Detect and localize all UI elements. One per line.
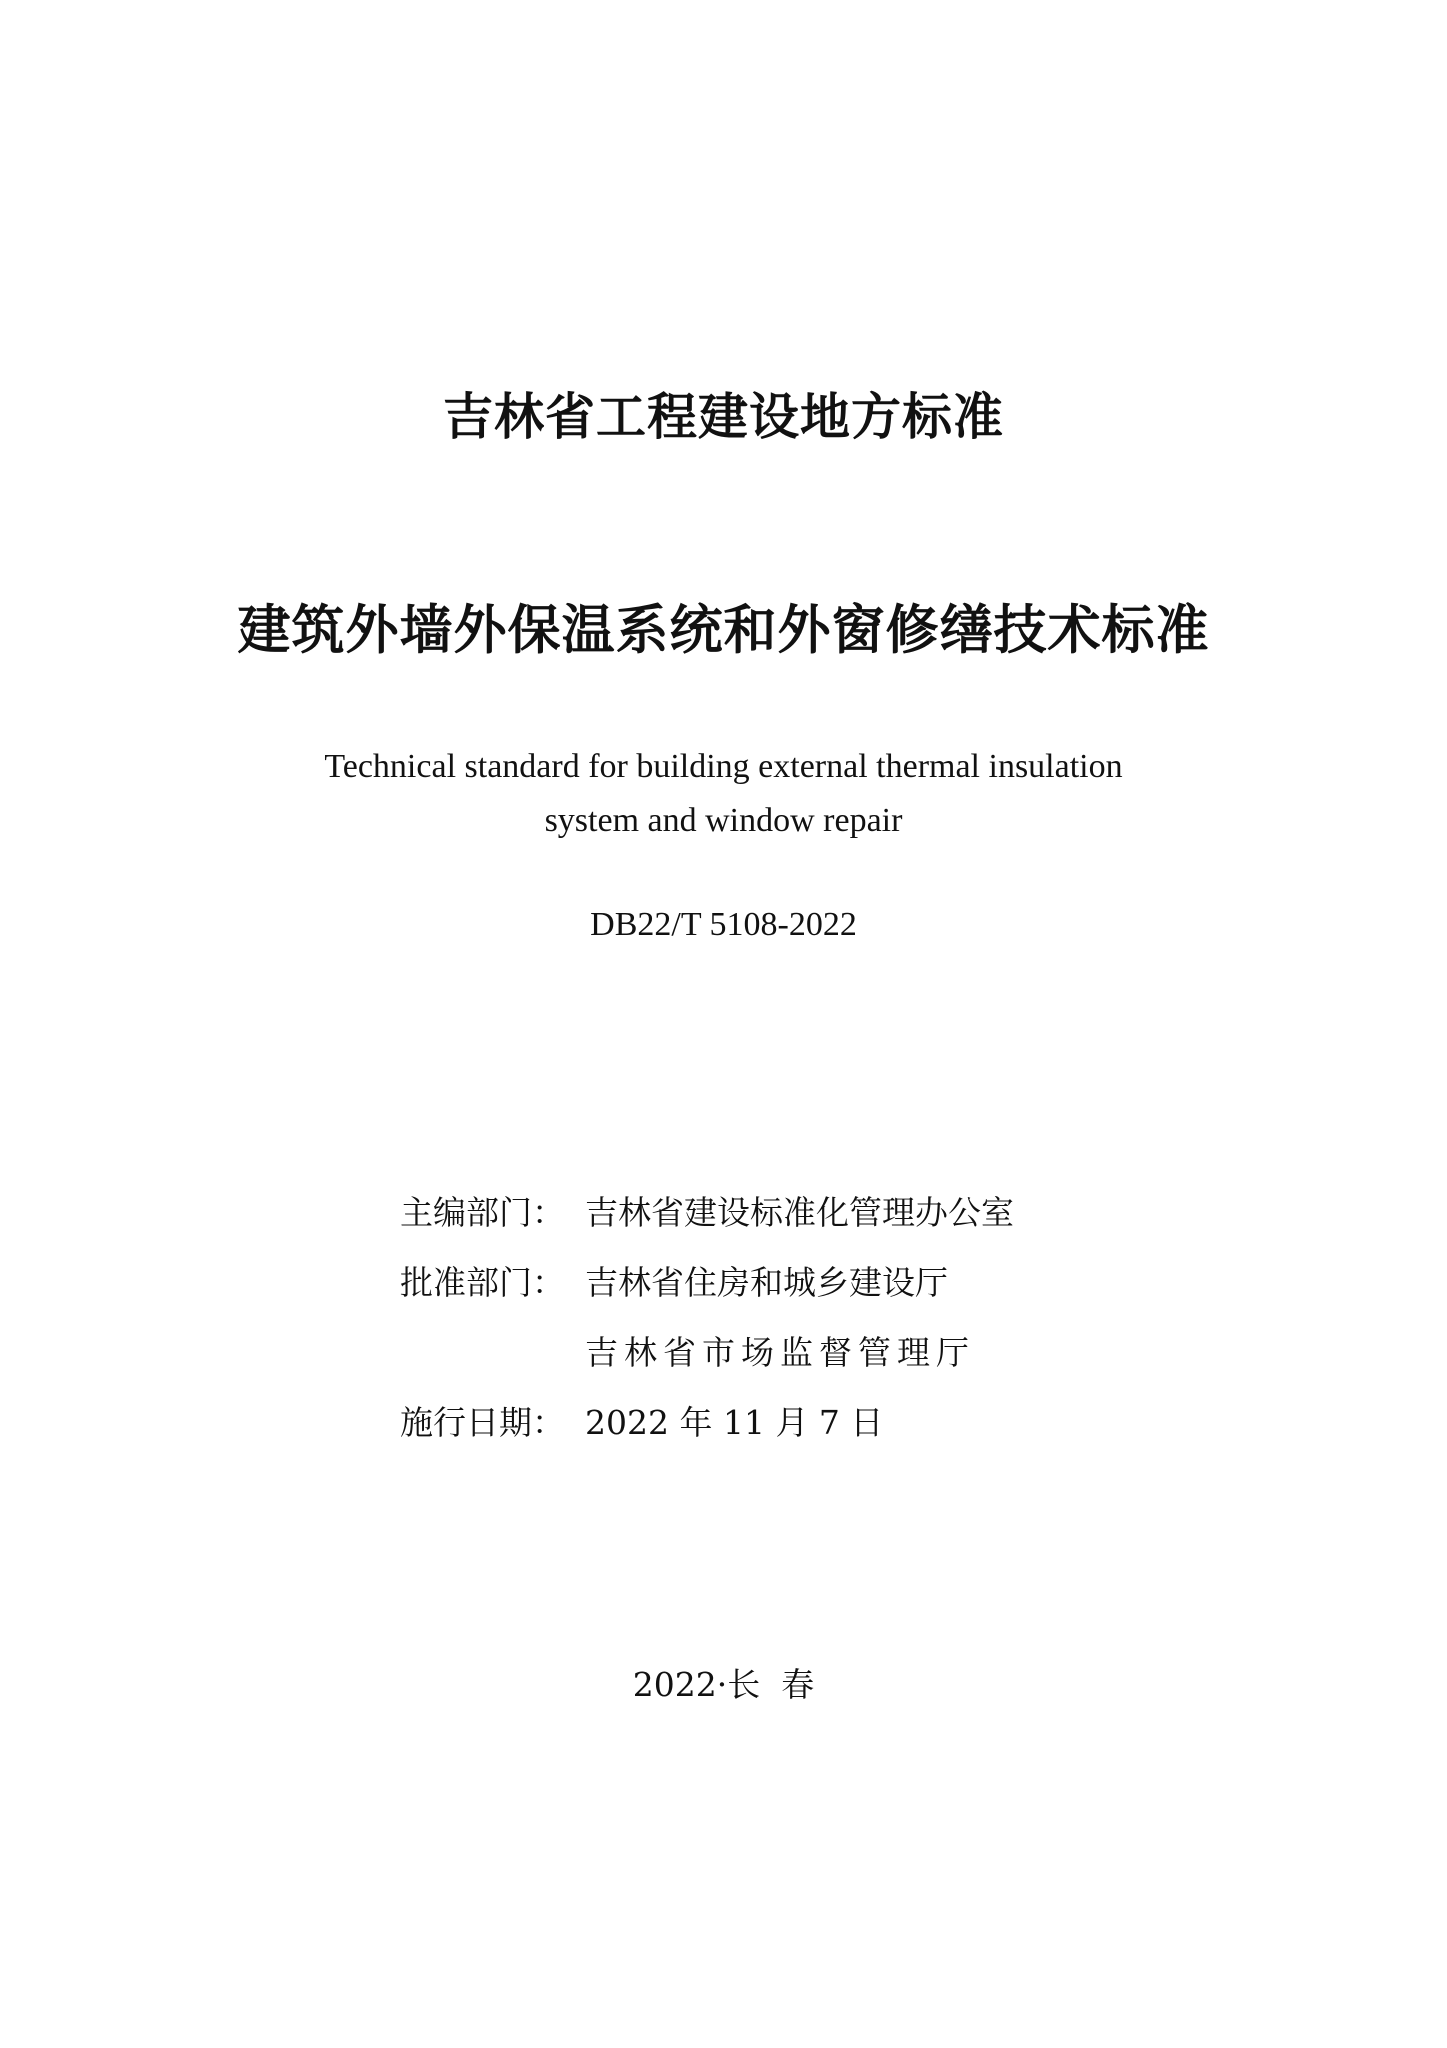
editor-value: 吉林省建设标准化管理办公室 [585, 1193, 1014, 1232]
publication-place-year: 2022·长 春 [632, 1665, 815, 1704]
series-title: 吉林省工程建设地方标准 [443, 388, 1004, 446]
effective-value: 2022 年 11 月 7 日 [585, 1403, 884, 1442]
meta-row-effective [400, 1388, 1014, 1458]
approver-value-1: 吉林省住房和城乡建设厅 [585, 1263, 948, 1302]
approver-value-2: 吉林省市场监督管理厅 [585, 1333, 975, 1372]
standard-code: DB22/T 5108-2022 [590, 906, 857, 943]
english-title [0, 740, 1447, 848]
meta-row-editor [400, 1178, 1014, 1248]
english-title-line-2: system and window repair [544, 802, 903, 839]
main-title: 建筑外墙外保温系统和外窗修缮技术标准 [237, 600, 1210, 661]
document-meta [400, 1178, 1014, 1458]
editor-label: 主编部门： [400, 1193, 565, 1232]
english-title-line-1: Technical standard for building external thermal insulation [324, 748, 1123, 785]
meta-row-approver [400, 1248, 1014, 1318]
approver-label: 批准部门： [400, 1263, 565, 1302]
meta-row-approver-2 [400, 1318, 1014, 1388]
effective-label: 施行日期： [400, 1403, 565, 1442]
